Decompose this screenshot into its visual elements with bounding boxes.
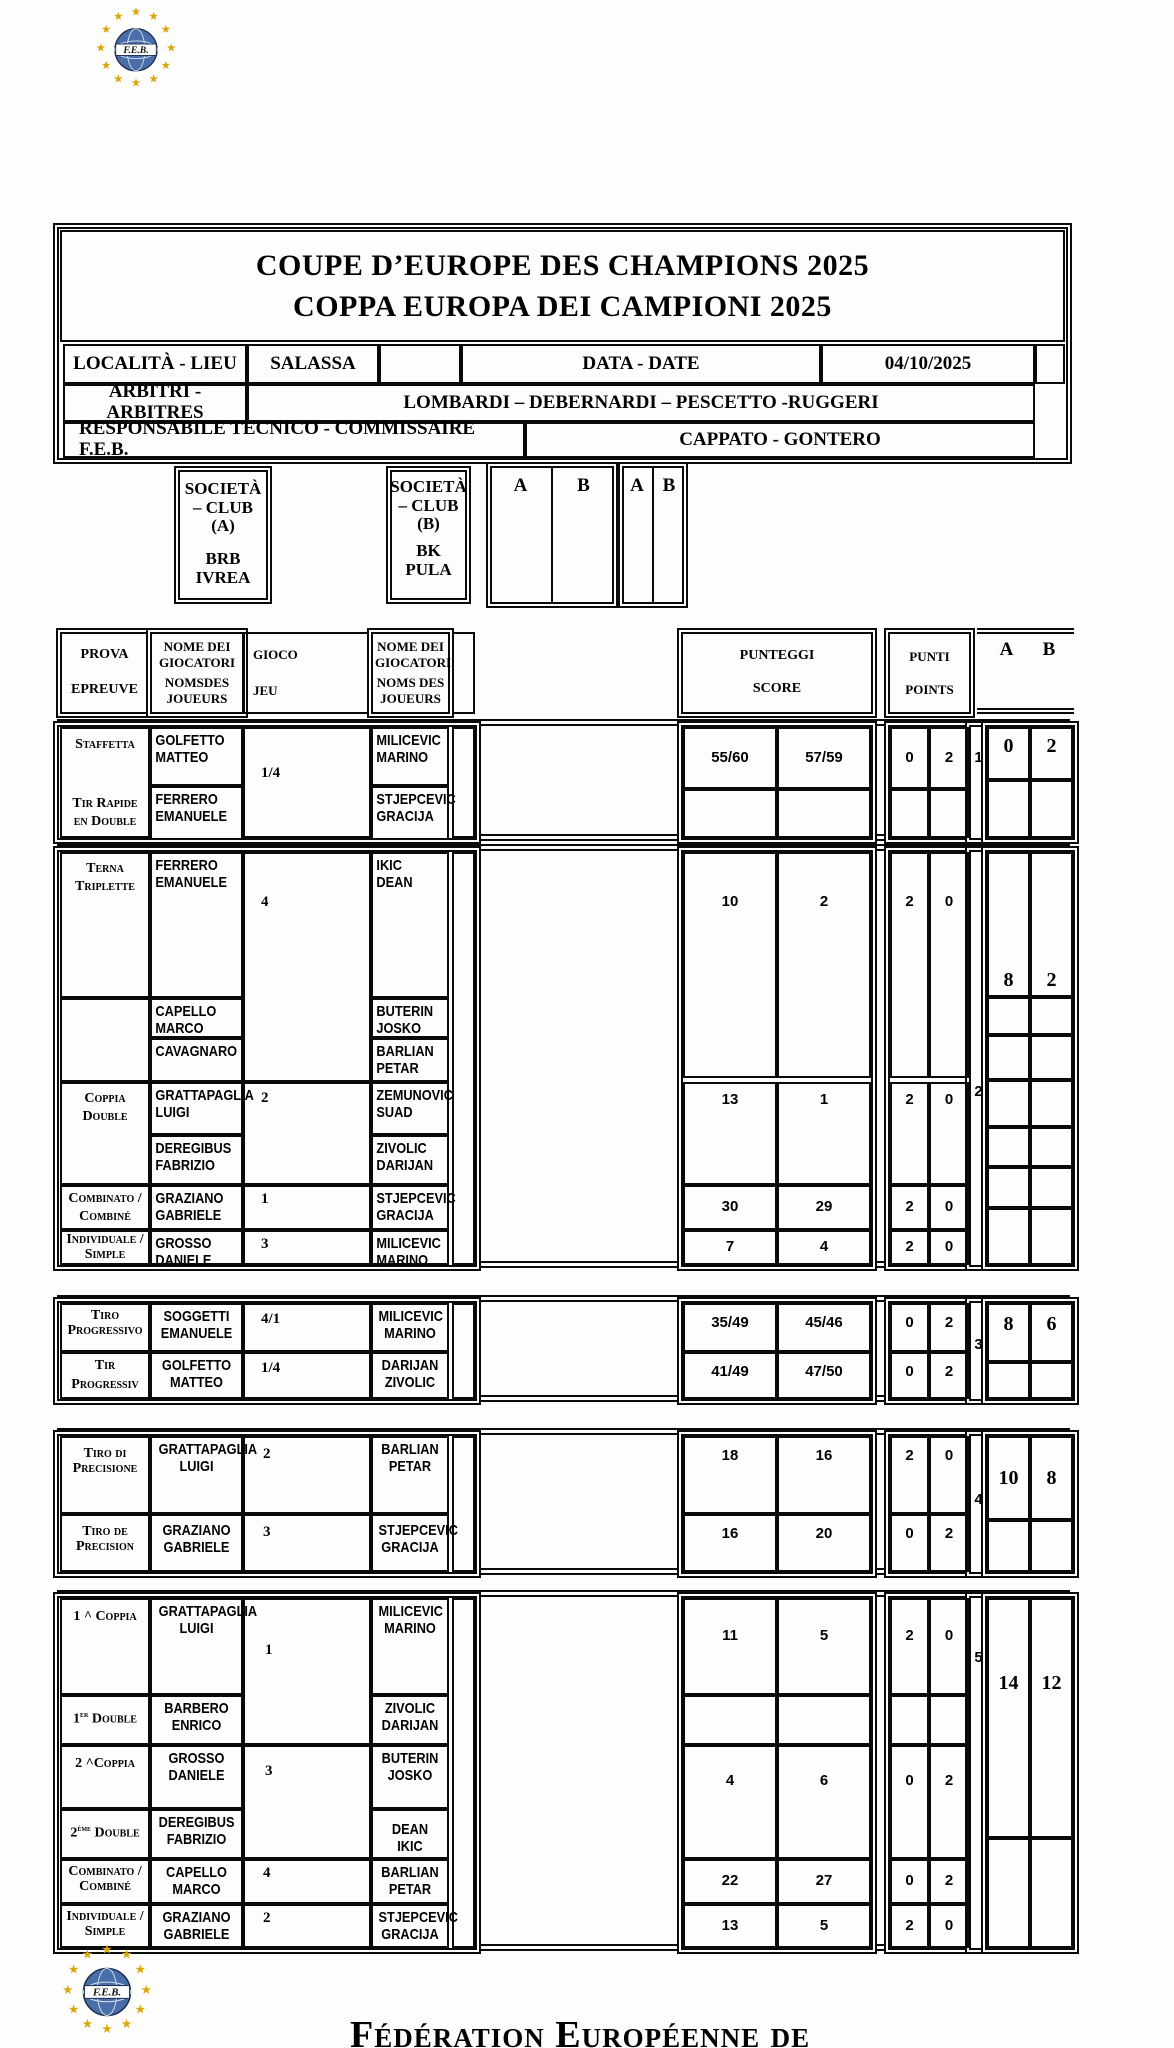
game-number: 3 (263, 1524, 271, 1540)
empty-cell (777, 789, 871, 838)
s5-player-cell (371, 1859, 449, 1904)
s2-score-cell: 7 (683, 1230, 777, 1265)
s2-match-number: 2 (974, 1083, 983, 1100)
player-name: STJEPCEVIC GRACIJA (378, 1909, 458, 1944)
empty-cell (987, 1362, 1030, 1399)
s3-score-cell: 41/49 (683, 1352, 777, 1399)
s3-player-cell (150, 1303, 243, 1352)
s5-punti-cell: 0 (890, 1859, 929, 1904)
punti-label: PUNTI (909, 648, 950, 664)
event-label: 2 ^Coppia (75, 1756, 135, 1771)
title-box (60, 230, 1065, 342)
narrow-cell (452, 1303, 475, 1399)
s5-prova-c2 (60, 1745, 150, 1809)
player-name: GRAZIANO GABRIELE (162, 1909, 231, 1944)
s4-punti-cell: 2 (890, 1436, 929, 1514)
s2-player-cell (371, 1185, 456, 1230)
s5-gioco-combinato (243, 1859, 371, 1904)
s5-player-cell (150, 1695, 243, 1745)
s1-player-a2 (150, 786, 243, 840)
player-name: BARLIAN PETAR (381, 1864, 439, 1899)
narrow-cell (452, 1598, 475, 1948)
s2-player-cell (371, 1135, 449, 1185)
s5-player-cell (371, 1598, 449, 1695)
empty-cell (1030, 1838, 1073, 1948)
empty-cell (1030, 1035, 1073, 1080)
title-line-1: COUPE D’EUROPE DES CHAMPIONS 2025 (255, 248, 870, 282)
s5-gioco-individuale (243, 1904, 371, 1948)
localita-label: LOCALITÀ - LIEU (63, 344, 247, 384)
event-label: 2ème Double (70, 1823, 140, 1841)
s3-score-cell: 35/49 (683, 1303, 777, 1352)
s2-player-cell (150, 1135, 243, 1185)
player-name: BUTERIN JOSKO (376, 1003, 434, 1038)
club-b-label: SOCIETÀ – CLUB (B) (390, 477, 467, 534)
s4-punti-cell: 0 (929, 1436, 969, 1514)
event-label: Individuale / (66, 1909, 144, 1924)
s5-score-cell: 6 (777, 1745, 871, 1859)
s2-prova-individuale (60, 1230, 150, 1265)
localita-value: SALASSA (247, 344, 379, 384)
player-name: FERRERO EMANUELE (155, 857, 227, 892)
s2-player-cell (150, 1230, 243, 1270)
nome-b-label-1: NOME DEI GIOCATORI (375, 639, 452, 670)
col-a-label: A (630, 475, 644, 496)
player-name: CAVAGNARO (155, 1043, 238, 1060)
game-number: 2 (263, 1446, 271, 1462)
header-nome-b (371, 632, 450, 714)
s4-total-b: 8 (1030, 1436, 1073, 1520)
s1-player-a1 (150, 727, 243, 786)
responsabile-label: RESPONSABILE TECNICO - COMMISSAIRE F.E.B. (63, 422, 525, 458)
s5-prova-c1 (60, 1598, 150, 1695)
event-label: 1er Double (73, 1709, 137, 1727)
player-name: GRAZIANO GABRIELE (155, 1190, 224, 1225)
s5-total-b: 12 (1030, 1598, 1073, 1838)
s1-player-b2 (371, 786, 456, 840)
event-label: Simple (84, 1924, 126, 1940)
s2-total-a: 8 (987, 852, 1030, 997)
s1-player-b1 (371, 727, 449, 786)
s3-prova-r2 (60, 1352, 150, 1399)
s1-punti-a: 0 (890, 727, 929, 789)
s5-player-cell (371, 1695, 449, 1745)
empty-cell (1030, 1362, 1073, 1399)
s1-total-b: 2 (1030, 727, 1073, 780)
empty-cell (987, 1520, 1030, 1572)
event-label: Combiné (79, 1879, 131, 1895)
nome-a-label-2: NOMSDES JOUEURS (164, 675, 230, 706)
s2-total-b: 2 (1030, 852, 1073, 997)
s4-score-cell: 16 (683, 1514, 777, 1572)
empty-cell (987, 1167, 1030, 1208)
event-label: Terna (86, 861, 124, 876)
s2-player-cell (371, 1230, 449, 1270)
empty-cell (987, 997, 1030, 1035)
player-name: BARBERO ENRICO (164, 1700, 229, 1735)
club-a-box (178, 470, 268, 600)
player-name: SOGGETTI EMANUELE (160, 1308, 233, 1343)
empty-cell (1035, 344, 1065, 384)
s5-player-cell (371, 1904, 458, 1948)
jeu-label: JEU (253, 683, 278, 699)
s2-player-cell (150, 852, 243, 998)
s5-score-cell: 22 (683, 1859, 777, 1904)
empty-cell (987, 780, 1030, 838)
feb-logo-top (90, 4, 182, 92)
player-name: CAPELLO MARCO (155, 1003, 217, 1038)
s2-score-cell: 10 (683, 852, 777, 1078)
s2-punti-cell: 0 (929, 1230, 969, 1265)
s2-prova-coppia (60, 1082, 150, 1185)
s5-player-cell (150, 1745, 243, 1809)
empty-cell (1030, 780, 1073, 838)
s5-match-number: 5 (974, 1649, 983, 1666)
event-label: Tiro de (82, 1524, 128, 1539)
s3-punti-cell: 0 (890, 1303, 929, 1352)
empty-cell (929, 789, 969, 838)
event-label: Double (82, 1109, 128, 1125)
player-name: STJEPCEVIC GRACIJA (378, 1522, 458, 1557)
event-label: Individuale / (66, 1232, 144, 1247)
s2-gioco-terna (243, 852, 371, 1082)
s1-punti-b: 2 (929, 727, 969, 789)
points-label: POINTS (905, 681, 954, 697)
s4-prova-r2 (60, 1514, 150, 1572)
event-label: Combinato / (68, 1864, 142, 1879)
club-a-label: SOCIETÀ – CLUB (A) (184, 479, 262, 536)
data-value: 04/10/2025 (821, 344, 1035, 384)
event-label: Coppia (84, 1091, 126, 1106)
empty-cell (1030, 1167, 1073, 1208)
player-name: BARLIAN PETAR (376, 1043, 434, 1078)
s5-punti-cell: 2 (890, 1904, 929, 1948)
header-punti (888, 632, 971, 714)
empty-cell (683, 1695, 777, 1745)
s4-punti-cell: 2 (929, 1514, 969, 1572)
s3-punti-cell: 2 (929, 1303, 969, 1352)
player-name: IKIC DEAN (376, 857, 413, 892)
s2-prova-terna (60, 852, 150, 998)
s4-score-cell: 18 (683, 1436, 777, 1514)
s2-score-cell: 13 (683, 1082, 777, 1185)
header-nome-a (150, 632, 244, 714)
player-name: STJEPCEVIC GRACIJA (376, 791, 456, 826)
empty-cell (987, 1127, 1030, 1167)
player-name: GOLFETTO MATTEO (161, 1357, 232, 1392)
data-label: DATA - DATE (461, 344, 821, 384)
player-name: DEAN IKIC (391, 1821, 429, 1856)
empty-cell (1030, 1127, 1073, 1167)
s4-score-cell: 20 (777, 1514, 871, 1572)
totals-top-rule (977, 628, 1074, 634)
s3-player-cell (150, 1352, 243, 1399)
s5-gioco-c1 (243, 1598, 371, 1745)
s3-punti-cell: 2 (929, 1352, 969, 1399)
empty-cell (987, 1035, 1030, 1080)
empty-cell (890, 789, 929, 838)
game-number: 4 (261, 894, 269, 910)
event-label: Progressivo (67, 1323, 143, 1339)
s5-punti-cell: 0 (929, 1598, 969, 1695)
s5-punti-cell: 0 (890, 1745, 929, 1859)
empty-cell (1030, 1080, 1073, 1127)
s5-player-cell (150, 1598, 258, 1695)
player-name: GROSSO DANIELE (155, 1235, 212, 1270)
s2-player-cell (371, 1038, 449, 1082)
s3-total-a: 8 (987, 1303, 1030, 1362)
s4-player-cell (150, 1514, 243, 1572)
s5-score-cell: 5 (777, 1904, 871, 1948)
empty-cell (987, 1838, 1030, 1948)
s2-player-cell (371, 1082, 453, 1135)
s3-score-cell: 47/50 (777, 1352, 871, 1399)
s5-player-cell (150, 1859, 243, 1904)
s5-punti-cell: 2 (929, 1745, 969, 1859)
empty-cell (1030, 997, 1073, 1035)
s4-player-cell (371, 1514, 458, 1572)
empty-cell (929, 1695, 969, 1745)
s5-player-cell (150, 1904, 243, 1948)
player-name: FERRERO EMANUELE (155, 791, 227, 826)
title-line-2: COPPA EUROPA DEI CAMPIONI 2025 (293, 290, 832, 323)
s4-player-cell (371, 1436, 449, 1514)
s1-score-b: 57/59 (777, 727, 871, 789)
score-label: SCORE (752, 681, 802, 697)
punteggi-label: PUNTEGGI (739, 648, 815, 664)
event-label: Precisione (72, 1461, 138, 1477)
player-name: BARLIAN PETAR (381, 1441, 439, 1476)
empty-cell (60, 998, 150, 1082)
empty-cell (987, 1080, 1030, 1127)
narrow-cell (452, 852, 475, 1265)
s2-score-cell: 29 (777, 1185, 871, 1230)
event-label: Combinato / (68, 1191, 142, 1206)
player-name: GRATTAPAGLIA LUIGI (158, 1441, 258, 1476)
s5-score-cell: 4 (683, 1745, 777, 1859)
s2-player-cell (150, 998, 243, 1038)
s2-punti-cell: 0 (929, 1082, 969, 1185)
s3-player-cell (371, 1303, 449, 1352)
s3-match-number: 3 (974, 1336, 983, 1353)
player-name: MILICEVIC MARINO (378, 1603, 444, 1638)
arbitri-value: LOMBARDI – DEBERNARDI – PESCETTO -RUGGERI (247, 384, 1035, 422)
s5-prova-combinato (60, 1859, 150, 1904)
player-name: DARIJAN ZIVOLIC (381, 1357, 439, 1392)
arbitri-label: ARBITRI - ARBITRES (63, 384, 247, 422)
s2-gioco-coppia (243, 1082, 371, 1185)
empty-cell (987, 1208, 1030, 1265)
event-label: Tir Rapide en Double (72, 795, 138, 829)
s5-score-cell: 27 (777, 1859, 871, 1904)
game-number: 1/4 (261, 765, 281, 781)
club-b-name: BK PULA (405, 541, 452, 579)
feb-logo-bottom (58, 1940, 156, 2040)
player-name: DEREGIBUS FABRIZIO (158, 1814, 235, 1849)
s5-score-cell: 13 (683, 1904, 777, 1948)
s5-player-cell (371, 1809, 449, 1859)
s5-total-a: 14 (987, 1598, 1030, 1838)
s3-gioco-r1 (243, 1303, 371, 1352)
s5-punti-cell: 0 (929, 1904, 969, 1948)
col-b-label: B (662, 475, 676, 496)
s4-punti-cell: 0 (890, 1514, 929, 1572)
s1-gioco-cell (243, 727, 371, 838)
s5-prova-d1 (60, 1695, 150, 1745)
s4-gioco-r1 (243, 1436, 371, 1514)
s2-punti-cell: 2 (890, 1230, 929, 1265)
game-number: 3 (261, 1236, 269, 1252)
s4-player-cell (150, 1436, 258, 1514)
player-name: GOLFETTO MATTEO (155, 732, 225, 767)
s2-punti-cell: 2 (890, 1082, 929, 1185)
s5-prova-d2 (60, 1809, 150, 1859)
player-name: STJEPCEVIC GRACIJA (376, 1190, 456, 1225)
player-name: BUTERIN JOSKO (381, 1750, 439, 1785)
nome-a-label-1: NOME DEI GIOCATORI (158, 639, 236, 670)
s3-gioco-r2 (243, 1352, 371, 1399)
s3-player-cell (371, 1352, 449, 1399)
game-number: 1/4 (261, 1360, 281, 1376)
s3-punti-cell: 0 (890, 1352, 929, 1399)
s5-score-cell: 11 (683, 1598, 777, 1695)
club-b-box (390, 470, 467, 600)
s1-score-a: 55/60 (683, 727, 777, 789)
club-a-name: BRB IVREA (195, 549, 251, 587)
s1-match-number: 1 (974, 749, 983, 766)
s3-total-b: 6 (1030, 1303, 1073, 1362)
event-label: 1 ^ Coppia (73, 1609, 137, 1624)
game-number: 2 (261, 1090, 269, 1106)
s2-player-cell (150, 1185, 243, 1230)
player-name: ZEMUNOVIC SUAD (376, 1087, 453, 1122)
col-a-label: A (513, 475, 528, 496)
empty-cell (1030, 1520, 1073, 1572)
event-label: Precision (75, 1539, 134, 1555)
s2-score-cell: 4 (777, 1230, 871, 1265)
s2-score-cell: 30 (683, 1185, 777, 1230)
s4-total-a: 10 (987, 1436, 1030, 1520)
s2-player-cell (371, 998, 449, 1038)
s3-score-cell: 45/46 (777, 1303, 871, 1352)
game-number: 3 (265, 1763, 273, 1779)
player-name: ZIVOLIC DARIJAN (376, 1140, 434, 1175)
nome-b-label-2: NOMS DES JOUEURS (376, 675, 445, 706)
game-number: 4 (263, 1865, 271, 1881)
empty-cell (683, 789, 777, 838)
prova-label: PROVA (80, 647, 129, 663)
s2-score-cell: 1 (777, 1082, 871, 1185)
s2-gioco-individuale (243, 1230, 371, 1265)
empty-cell (1030, 1208, 1073, 1265)
player-name: MILICEVIC MARINO (376, 1235, 441, 1270)
s2-player-cell (150, 1082, 254, 1135)
totals-b-label: B (1042, 639, 1056, 660)
s3-prova-r1 (60, 1303, 150, 1352)
s2-punti-cell: 0 (929, 852, 969, 1078)
s2-punti-cell: 0 (929, 1185, 969, 1230)
event-label: Simple (84, 1247, 126, 1263)
s4-match-number: 4 (974, 1491, 983, 1508)
player-name: MILICEVIC MARINO (378, 1308, 444, 1343)
header-punteggi (681, 632, 873, 714)
header-gioco (243, 632, 372, 714)
narrow-cell (452, 727, 475, 838)
event-label: Staffetta (75, 737, 135, 752)
event-label: Triplette (75, 879, 135, 895)
s5-score-cell: 5 (777, 1598, 871, 1695)
empty-cell (890, 1695, 929, 1745)
narrow-header-cell (452, 632, 475, 714)
s2-punti-cell: 2 (890, 1185, 929, 1230)
epreuve-label: EPREUVE (71, 682, 138, 698)
game-number: 2 (263, 1910, 271, 1926)
s4-prova-r1 (60, 1436, 150, 1514)
responsabile-value: CAPPATO - GONTERO (525, 422, 1035, 458)
empty-cell (379, 344, 461, 384)
player-name: GRAZIANO GABRIELE (162, 1522, 231, 1557)
player-name: DEREGIBUS FABRIZIO (155, 1140, 232, 1175)
gioco-label: GIOCO (253, 647, 298, 663)
s2-player-cell (150, 1038, 243, 1082)
federation-name: Fédération Européenne de (350, 2014, 811, 2048)
empty-cell (777, 1695, 871, 1745)
s2-score-cell: 2 (777, 852, 871, 1078)
s5-gioco-c2 (243, 1745, 371, 1859)
s5-player-cell (150, 1809, 243, 1859)
event-label: Combiné (79, 1209, 131, 1225)
event-label: Tiro di (83, 1446, 127, 1461)
col-b-label: B (577, 475, 590, 496)
game-number: 4/1 (261, 1311, 281, 1327)
s5-player-cell (371, 1745, 449, 1809)
game-number: 1 (265, 1642, 273, 1658)
header-prova (60, 632, 149, 714)
s5-punti-cell: 2 (929, 1859, 969, 1904)
s2-punti-cell: 2 (890, 852, 929, 1078)
game-number: 1 (261, 1191, 269, 1207)
s4-score-cell: 16 (777, 1436, 871, 1514)
event-label: Tir Progressiv (71, 1358, 139, 1392)
player-name: GRATTAPAGLIA LUIGI (158, 1603, 258, 1638)
totals-bottom-rule (977, 708, 1074, 714)
s4-gioco-r2 (243, 1514, 371, 1572)
s5-punti-cell: 2 (890, 1598, 929, 1695)
player-name: GRATTAPAGLIA LUIGI (155, 1087, 254, 1122)
player-name: GROSSO DANIELE (168, 1750, 225, 1785)
s1-total-a: 0 (987, 727, 1030, 780)
s2-player-cell (371, 852, 449, 998)
player-name: CAPELLO MARCO (166, 1864, 227, 1899)
player-name: MILICEVIC MARINO (376, 732, 441, 767)
s2-gioco-combinato (243, 1185, 371, 1230)
player-name: ZIVOLIC DARIJAN (381, 1700, 439, 1735)
narrow-cell (452, 1436, 475, 1572)
s2-prova-combinato (60, 1185, 150, 1230)
s1-prova-cell (60, 727, 150, 838)
event-label: Tiro (90, 1308, 120, 1323)
totals-a-label: A (999, 639, 1014, 660)
